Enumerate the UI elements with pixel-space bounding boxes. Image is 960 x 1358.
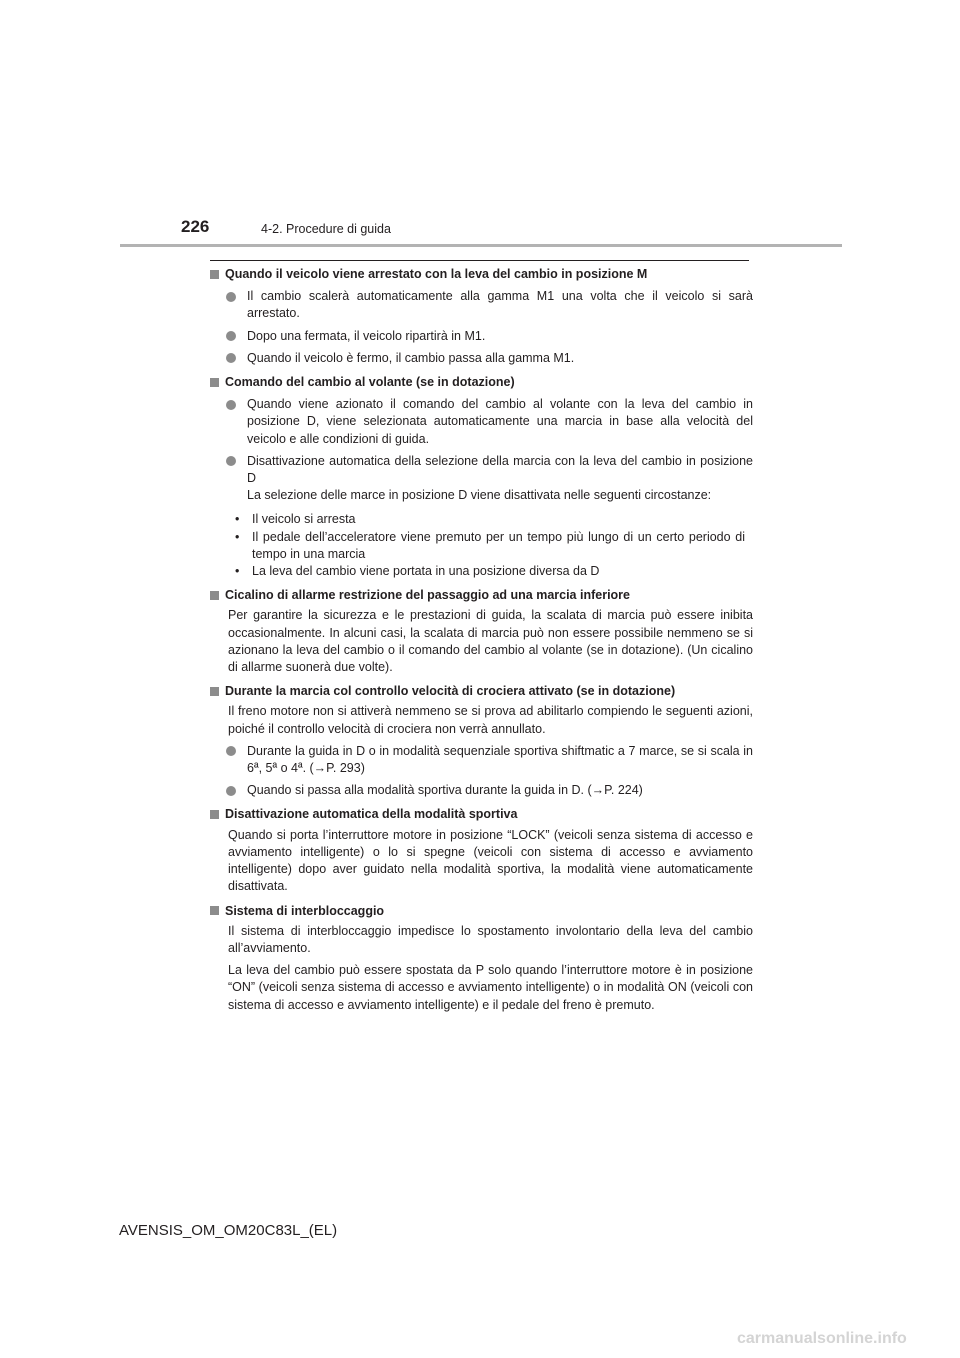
heading-interlock (209, 903, 753, 920)
heading-shift-m (209, 266, 753, 283)
paragraph: La leva del cambio può essere spostata da P solo quando l’interruttore motore è in posizione “ON” (veicoli senza sistema di accesso e avviamento intelligente) o in modalità ON (veicoli con sistema di accesso e avviamento intelligente) e il pedale del freno è premuto. (228, 963, 753, 1012)
list-item-text: Il cambio scalerà automaticamente alla gamma M1 una volta che il veicolo si sarà arrestato. (247, 289, 753, 321)
sub-list-item-text: La leva del cambio viene portata in una posizione diversa da D (252, 564, 600, 579)
dot-bullet-icon: • (235, 512, 240, 527)
square-bullet-icon (210, 906, 219, 915)
list-item-text: Quando il veicolo è fermo, il cambio passa alla gamma M1. (247, 350, 575, 365)
paragraph: Il freno motore non si attiverà nemmeno se si prova ad abilitarlo compiendo le seguenti azioni, poiché il controllo velocità di crociera non verrà annullato. (228, 704, 753, 736)
heading-text: Disattivazione automatica della modalità sportiva (225, 807, 518, 822)
list-item (209, 328, 753, 345)
sub-list-item-text: Il pedale dell’acceleratore viene premuto per un tempo più lungo di un certo periodo di tempo in una marcia (252, 529, 745, 561)
dot-bullet-icon: • (235, 564, 240, 579)
header-rule (120, 244, 842, 247)
heading-text: Durante la marcia col controllo velocità di crociera attivato (se in dotazione) (225, 684, 676, 699)
sub-list-item (209, 511, 745, 528)
list-item-text: La selezione delle marce in posizione D viene disattivata nelle seguenti circostanze: (247, 488, 712, 503)
heading-cruise-control (209, 683, 753, 700)
document-code: AVENSIS_OM_OM20C83L_(EL) (119, 1222, 338, 1239)
square-bullet-icon (210, 270, 219, 279)
heading-sport-mode-off (209, 806, 753, 823)
list-item (209, 350, 753, 367)
circle-bullet-icon (226, 400, 236, 410)
heading-text: Quando il veicolo viene arrestato con la leva del cambio in posizione M (225, 267, 648, 281)
square-bullet-icon (210, 591, 219, 600)
page-number: 226 (181, 217, 210, 236)
page-content (209, 266, 753, 1014)
square-bullet-icon (210, 687, 219, 696)
heading-text: Cicalino di allarme restrizione del passaggio ad una marcia inferiore (225, 588, 630, 603)
paragraph: Il sistema di interbloccaggio impedisce lo spostamento involontario della leva del cambio all’avviamento. (228, 923, 753, 955)
list-item (209, 782, 753, 799)
list-item (209, 396, 753, 448)
list-item-text: Quando si passa alla modalità sportiva durante la guida in D. (→P. 224) (247, 783, 643, 798)
sub-list-item (209, 529, 745, 563)
list-item-text: Quando viene azionato il comando del cambio al volante con la leva del cambio in posizione D, viene selezionata automaticamente una marcia in base alla velocità del veicolo e alle condizioni di guida. (247, 397, 753, 446)
list-item (209, 453, 753, 505)
heading-text: Comando del cambio al volante (se in dotazione) (225, 375, 515, 390)
heading-paddle-shift (209, 374, 753, 391)
paragraph: Quando si porta l’interruttore motore in posizione “LOCK” (veicoli senza sistema di accesso e avviamento intelligente) o lo si spegne (veicoli con sistema di accesso e avviamento intelligente) dopo aver guidato nella modalità sportiva, la modalità viene automaticamente disattivata. (228, 827, 753, 894)
sub-list-item-text: Il veicolo si arresta (252, 512, 356, 527)
paragraph: Per garantire la sicurezza e le prestazioni di guida, la scalata di marcia può essere inibita occasionalmente. In alcuni casi, la scalata di marcia può non essere possibile nemmeno se si azionano la leva del cambio o il comando del cambio al volante (se in dotazione). (Un cicalino di allarme suonerà due volte). (228, 608, 753, 675)
sub-list (209, 511, 753, 580)
list-item-text: Dopo una fermata, il veicolo ripartirà in M1. (247, 328, 486, 343)
section-title: 4-2. Procedure di guida (261, 222, 391, 236)
square-bullet-icon (210, 378, 219, 387)
heading-downshift-buzzer (209, 587, 753, 604)
heading-text: Sistema di interbloccaggio (225, 903, 385, 918)
circle-bullet-icon (226, 292, 236, 302)
list-item-text: Disattivazione automatica della selezione della marcia con la leva del cambio in posizione D (247, 453, 753, 486)
square-bullet-icon (210, 810, 219, 819)
list-item-text: Durante la guida in D o in modalità sequenziale sportiva shiftmatic a 7 marce, se si scala in 6ª, 5ª o 4ª. (→P. 293) (247, 743, 753, 776)
watermark: carmanualsonline.info (737, 1330, 907, 1347)
sub-list-item (209, 563, 745, 580)
content-rule (210, 260, 749, 261)
list-item (209, 743, 753, 777)
list-item (209, 288, 753, 322)
dot-bullet-icon: • (235, 529, 240, 544)
circle-bullet-icon (226, 786, 236, 796)
